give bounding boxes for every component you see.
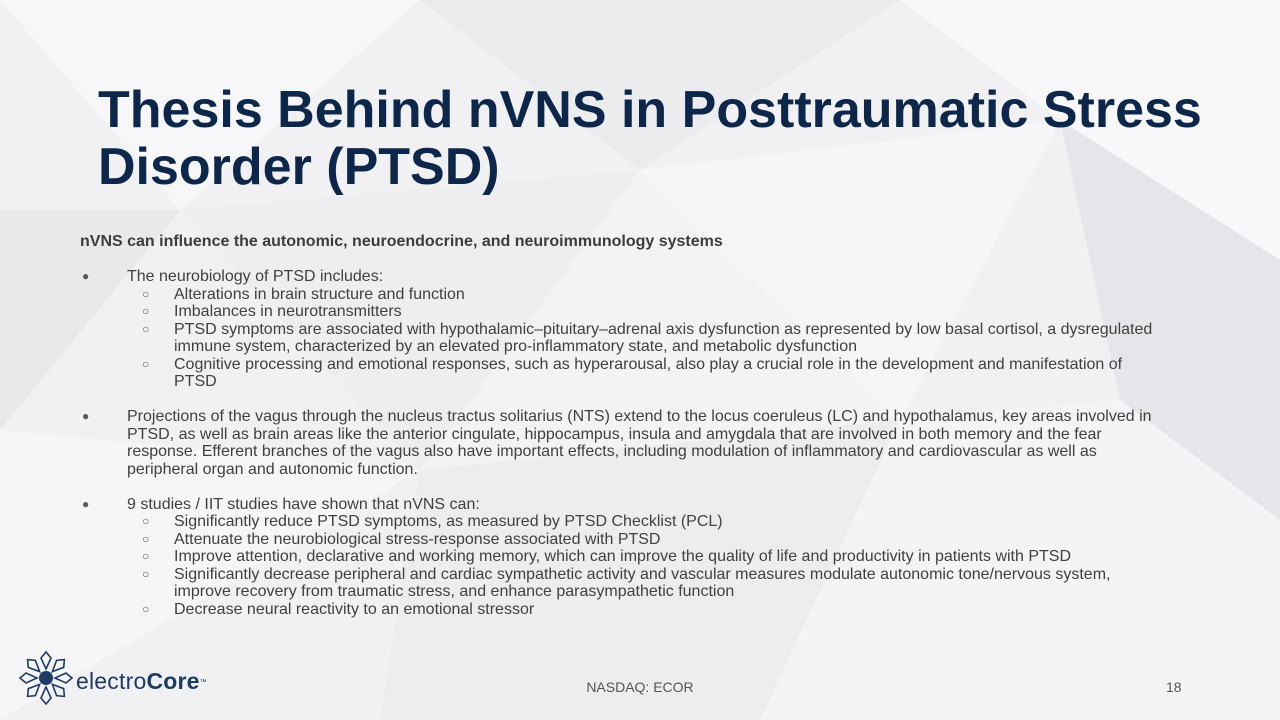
sub-bullet-list bbox=[127, 513, 1155, 618]
sub-bullet-item: ○ Imbalances in neurotransmitters bbox=[127, 303, 1155, 321]
page-number: 18 bbox=[1166, 679, 1182, 695]
bullet-item bbox=[80, 496, 1155, 619]
logo-text-light: electro bbox=[76, 668, 147, 694]
bullet-content bbox=[80, 268, 1155, 618]
sub-bullet-item: ○ Improve attention, declarative and working memory, which can improve the quality of life and productivity in patients with PTSD bbox=[127, 548, 1155, 566]
bullet-item bbox=[80, 268, 1155, 391]
sub-bullet-item: ○ Significantly reduce PTSD symptoms, as measured by PTSD Checklist (PCL) bbox=[127, 513, 1155, 531]
bullet-list bbox=[80, 268, 1155, 618]
sub-bullet-item: ○ PTSD symptoms are associated with hypothalamic–pituitary–adrenal axis dysfunction as represented by low basal cortisol, a dysregulated immune system, characterized by an elevated pro-inflammatory state, and metabolic dysfunction bbox=[127, 321, 1155, 356]
slide-title: Thesis Behind nVNS in Posttraumatic Stress Disorder (PTSD) bbox=[98, 81, 1202, 196]
trademark-symbol: ™ bbox=[199, 679, 207, 686]
logo-text-bold: Core bbox=[146, 668, 200, 694]
bullet-text: 9 studies / IIT studies have shown that nVNS can: bbox=[127, 495, 480, 513]
sub-bullet-item: ○ Decrease neural reactivity to an emotional stressor bbox=[127, 601, 1155, 619]
sub-bullet-item: ○ Attenuate the neurobiological stress-response associated with PTSD bbox=[127, 531, 1155, 549]
slide-subtitle: nVNS can influence the autonomic, neuroendocrine, and neuroimmunology systems bbox=[80, 233, 723, 250]
bullet-item bbox=[80, 408, 1155, 478]
sub-bullet-item: ○ Significantly decrease peripheral and cardiac sympathetic activity and vascular measures modulate autonomic tone/nervous system, improve recovery from traumatic stress, and enhance parasympathetic function bbox=[127, 566, 1155, 601]
sub-bullet-list bbox=[127, 286, 1155, 391]
bullet-text: The neurobiology of PTSD includes: bbox=[127, 268, 384, 285]
bullet-text: Projections of the vagus through the nucleus tractus solitarius (NTS) extend to the locus coeruleus (LC) and hypothalamus, key areas involved in PTSD, as well as brain areas like the anterior cingulate, hippocampus, insula and amygdala that are involved in both memory and the fear response. Efferent branches of the vagus also have important effects, including modulation of inflammatory and cardiovascular as well as peripheral organ and autonomic function. bbox=[127, 408, 1152, 478]
sub-bullet-item: ○ Alterations in brain structure and function bbox=[127, 286, 1155, 304]
footer-ticker: NASDAQ: ECOR bbox=[586, 679, 694, 695]
sub-bullet-item: ○ Cognitive processing and emotional responses, such as hyperarousal, also play a crucial role in the development and manifestation of PTSD bbox=[127, 356, 1155, 391]
